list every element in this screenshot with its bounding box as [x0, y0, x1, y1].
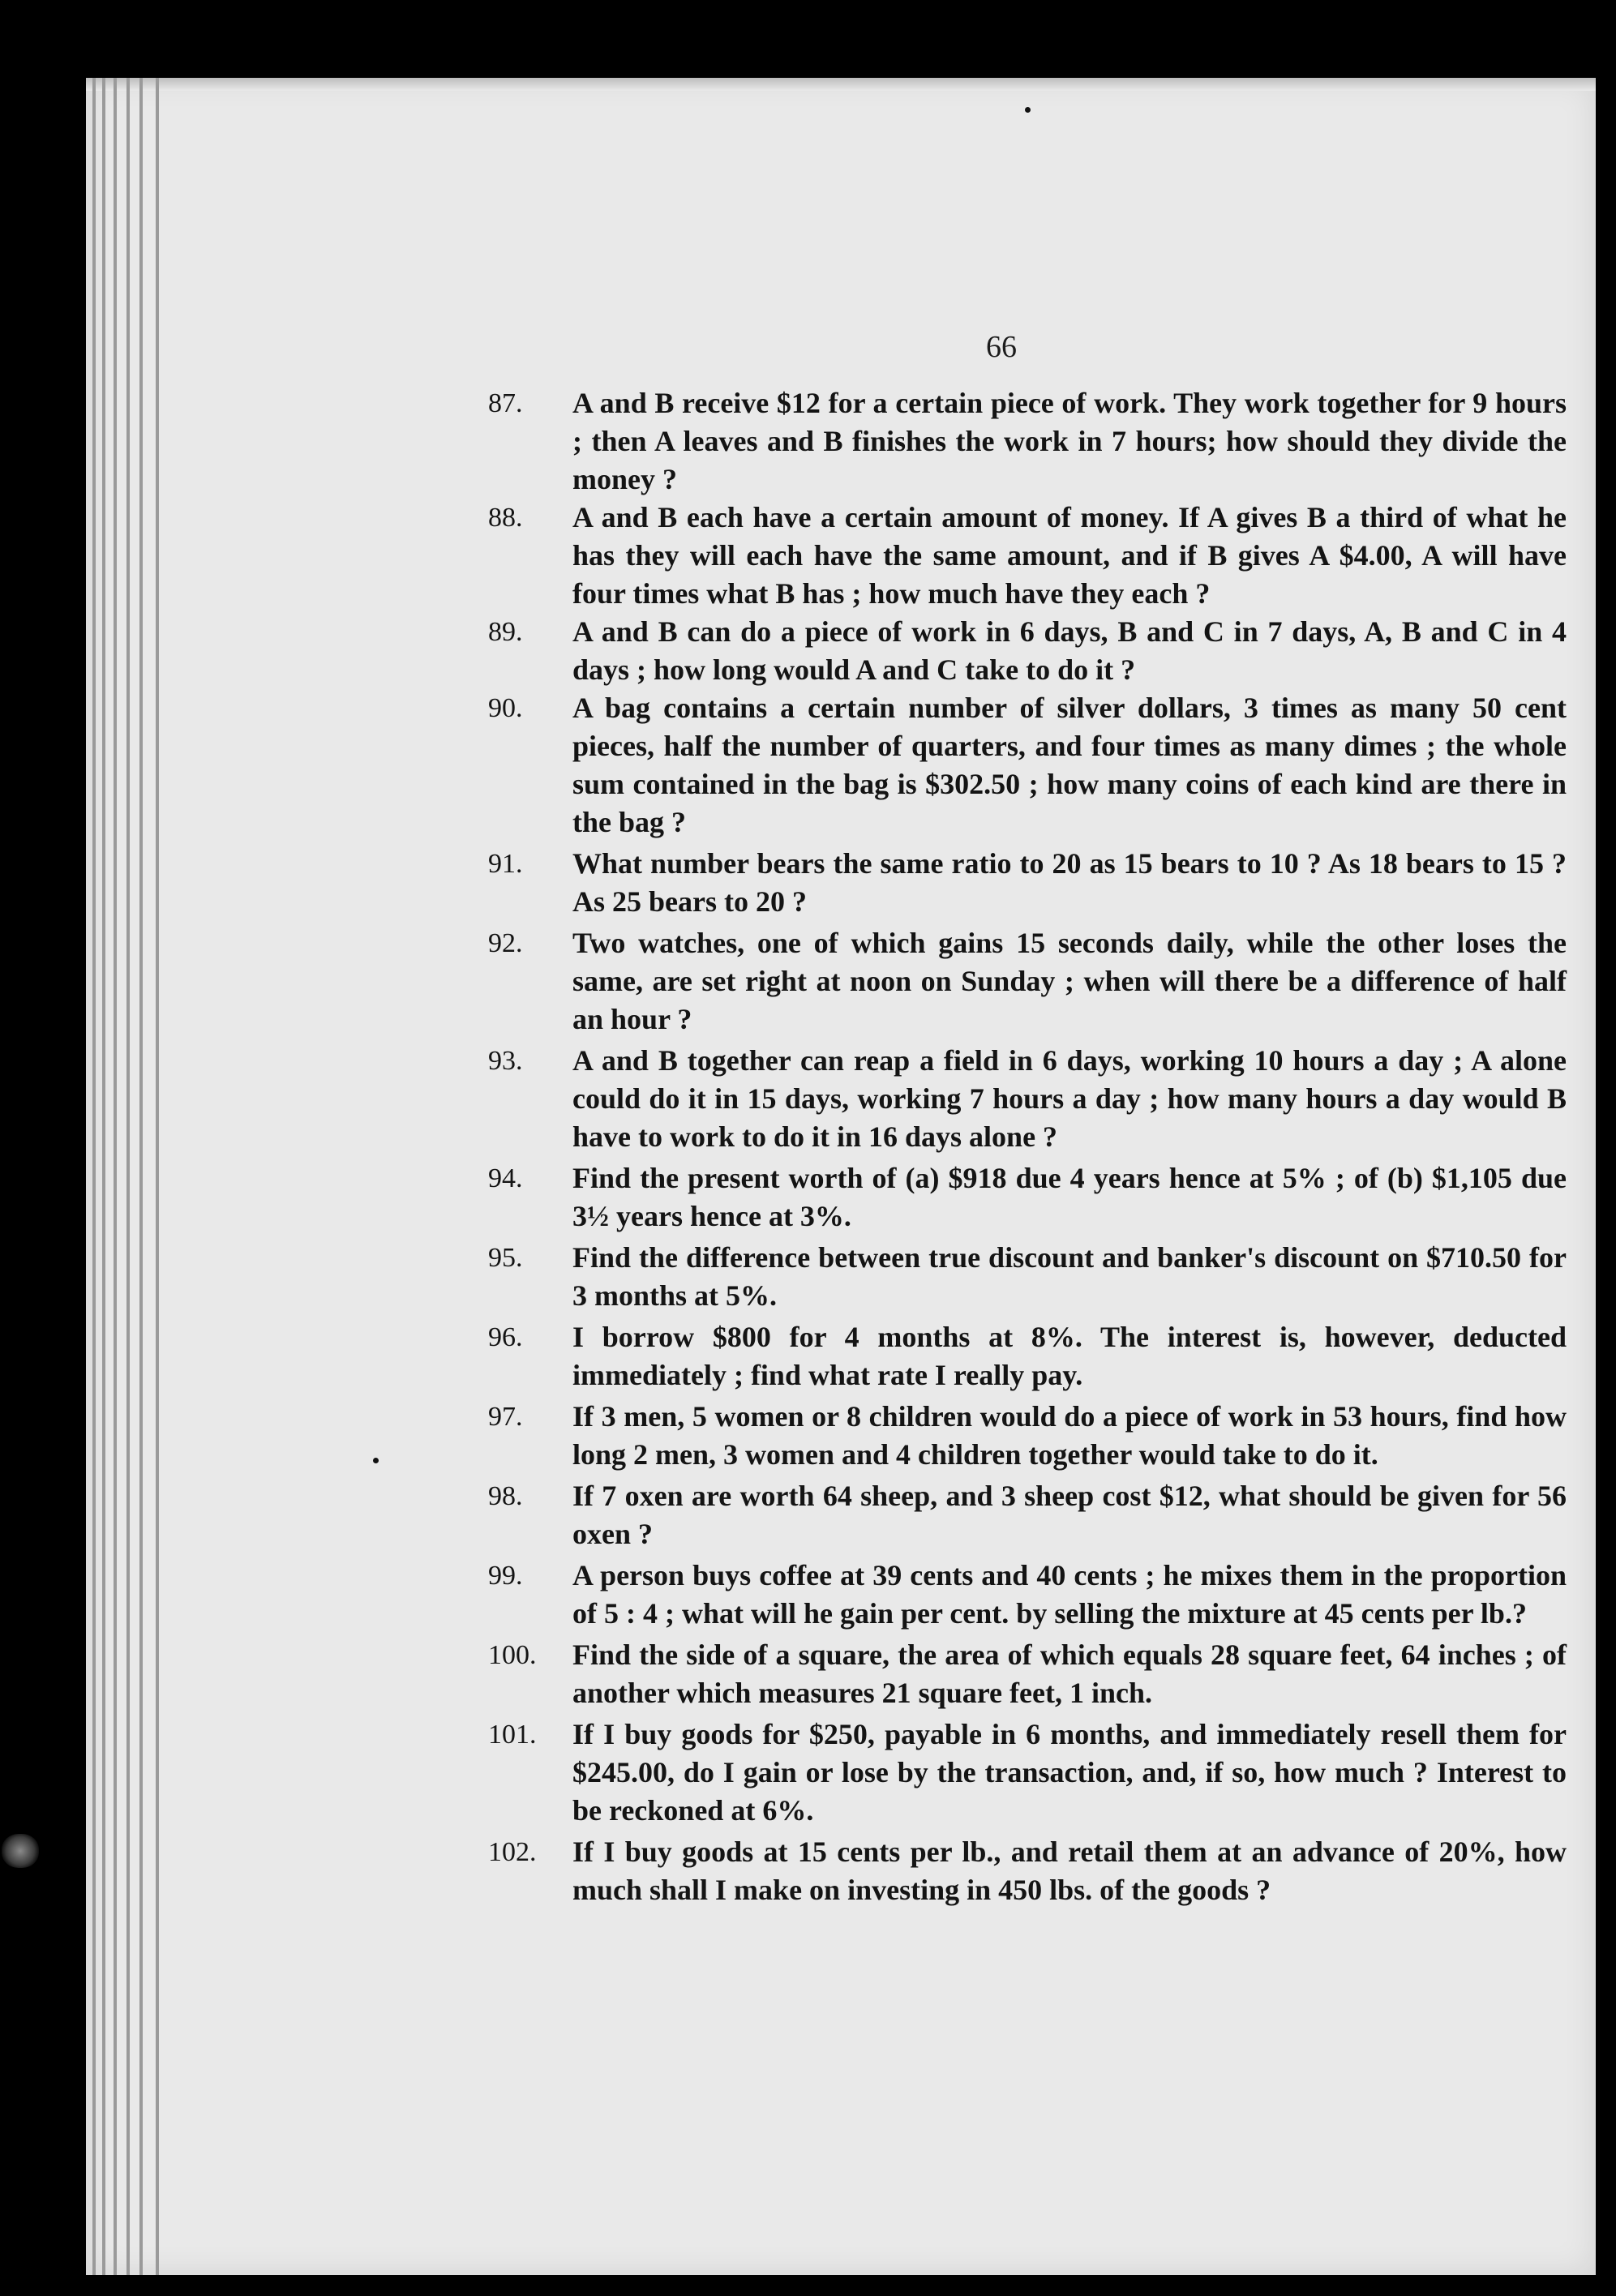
problem-number: 93. — [488, 1046, 523, 1076]
problem-number: 100. — [488, 1640, 537, 1670]
problem-item — [488, 613, 1567, 689]
problem-item — [488, 845, 1567, 921]
page-edge-line — [92, 78, 96, 2275]
problem-number: 97. — [488, 1402, 523, 1432]
page-edge-line — [102, 78, 105, 2275]
problem-item — [488, 1239, 1567, 1315]
problem-text: A bag contains a certain number of silver dollars, 3 times as many 50 cent pieces, half the number of quarters, and four times as many dimes ; the whole sum contained in the bag is $302.50 ; how many coins of each kind are there in the bag ? — [572, 692, 1567, 838]
problem-text: Find the side of a square, the area of which equals 28 square feet, 64 inches ; of another which measures 21 square feet, 1 inch. — [572, 1638, 1567, 1709]
page-edge-line — [126, 78, 130, 2275]
problem-number: 92. — [488, 928, 523, 958]
problem-text: If I buy goods at 15 cents per lb., and retail them at an advance of 20%, how much shall I make on investing in 450 lbs. of the goods ? — [572, 1836, 1567, 1906]
problem-number: 98. — [488, 1481, 523, 1511]
problem-number: 101. — [488, 1720, 537, 1750]
problem-text: I borrow $800 for 4 months at 8%. The interest is, however, deducted immediately ; find what rate I really pay. — [572, 1321, 1567, 1391]
problem-number: 95. — [488, 1243, 523, 1273]
ink-dot — [373, 1458, 379, 1463]
problem-number: 91. — [488, 849, 523, 879]
problem-text: A and B together can reap a field in 6 days, working 10 hours a day ; A alone could do it in 15 days, working 7 hours a day ; how many hours a day would B have to work to do it in 16 days alone ? — [572, 1044, 1567, 1153]
problem-item — [488, 1398, 1567, 1474]
problem-item — [488, 499, 1567, 613]
problem-item — [488, 1833, 1567, 1909]
problem-item — [488, 924, 1567, 1039]
problem-item — [488, 1477, 1567, 1553]
problem-number: 89. — [488, 617, 523, 647]
problem-text: Find the difference between true discount and banker's discount on $710.50 for 3 months at 5%. — [572, 1241, 1567, 1312]
problem-number: 87. — [488, 388, 523, 418]
problem-number: 94. — [488, 1163, 523, 1193]
page-edge-line — [139, 78, 143, 2275]
problem-number: 99. — [488, 1561, 523, 1591]
problem-text: A and B can do a piece of work in 6 days, B and C in 7 days, A, B and C in 4 days ; how long would A and C take to do it ? — [572, 615, 1567, 686]
problem-number: 88. — [488, 503, 523, 533]
problem-number: 96. — [488, 1322, 523, 1352]
problem-item — [488, 1557, 1567, 1633]
problem-text: If 7 oxen are worth 64 sheep, and 3 sheep cost $12, what should be given for 56 oxen ? — [572, 1480, 1567, 1550]
problem-text: A and B receive $12 for a certain piece of work. They work together for 9 hours ; then A leaves and B finishes the work in 7 hours; how should they divide the money ? — [572, 387, 1567, 495]
problem-list — [488, 384, 1567, 1909]
scan-smudge — [2, 1834, 39, 1868]
problem-text: What number bears the same ratio to 20 as 15 bears to 10 ? As 18 bears to 15 ? As 25 bears to 20 ? — [572, 847, 1567, 918]
problem-text: Two watches, one of which gains 15 seconds daily, while the other loses the same, are set right at noon on Sunday ; when will there be a difference of half an hour ? — [572, 927, 1567, 1035]
problem-item — [488, 384, 1567, 499]
problem-text: If I buy goods for $250, payable in 6 months, and immediately resell them for $245.00, do I gain or lose by the transaction, and, if so, how much ? Interest to be reckoned at 6%. — [572, 1718, 1567, 1827]
problem-text: A person buys coffee at 39 cents and 40 cents ; he mixes them in the proportion of 5 : 4 ; what will he gain per cent. by selling the mixture at 45 cents per lb.? — [572, 1559, 1567, 1630]
page-number: 66 — [986, 330, 1017, 364]
problem-text: A and B each have a certain amount of money. If A gives B a third of what he has they will each have the same amount, and if B gives A $4.00, A will have four times what B has ; how much have they each ? — [572, 501, 1567, 610]
problem-number: 102. — [488, 1837, 537, 1867]
page-edge-line — [114, 78, 117, 2275]
problem-text: If 3 men, 5 women or 8 children would do a piece of work in 53 hours, find how long 2 men, 3 women and 4 children together would take to do it. — [572, 1400, 1567, 1471]
problem-number: 90. — [488, 693, 523, 723]
scanned-page — [86, 78, 1596, 2275]
problem-text: Find the present worth of (a) $918 due 4 years hence at 5% ; of (b) $1,105 due 3½ years hence at 3%. — [572, 1162, 1567, 1232]
problem-item — [488, 1716, 1567, 1830]
problem-item — [488, 1318, 1567, 1394]
problem-item — [488, 1042, 1567, 1156]
ink-dot — [1025, 107, 1031, 113]
page-top-edge — [86, 78, 1596, 91]
problem-item — [488, 1159, 1567, 1236]
problem-item — [488, 1636, 1567, 1712]
problem-item — [488, 689, 1567, 842]
page-edge-line — [156, 78, 159, 2275]
